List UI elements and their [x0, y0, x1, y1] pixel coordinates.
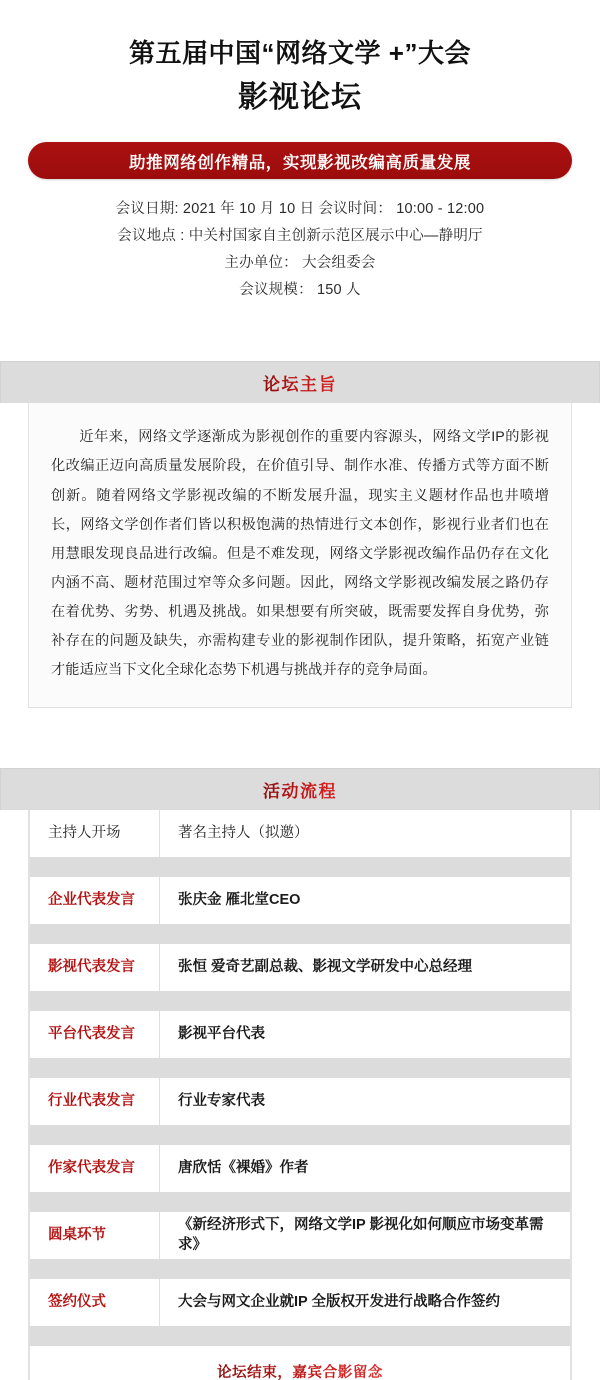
table-row — [30, 877, 570, 924]
agenda-row-label: 主持人开场 — [30, 810, 160, 857]
agenda-row-label: 签约仪式 — [30, 1279, 160, 1326]
forum-purpose-body: 近年来，网络文学逐渐成为影视创作的重要内容源头，网络文学IP的影视化改编正迈向高质量发展阶段，在价值引导、制作水准、传播方式等方面不断创新。随着网络文学影视改编的不断发展升温，现实主义题材作品也井喷增长，网络文学创作者们皆以积极饱满的热情进行文本创作，影视行业者们也在用慧眼发现良品进行改编。但是不难发现，网络文学影视改编作品仍存在文化内涵不高、题材范围过窄等众多问题。因此，网络文学影视改编发展之路仍存在着优势、劣势、机遇及挑战。如果想要有所突破，既需要发挥自身优势，弥补存在的问题及缺失，亦需构建专业的影视制作团队，提升策略，拓宽产业链才能适应当下文化全球化态势下机遇与挑战并存的竞争局面。 — [51, 429, 549, 679]
agenda-section — [0, 768, 600, 1380]
agenda-row-value: 影视平台代表 — [178, 1026, 265, 1043]
table-row — [30, 810, 570, 857]
agenda-table — [29, 810, 571, 1380]
agenda-row-label: 圆桌环节 — [30, 1212, 160, 1259]
agenda-row-divider — [30, 1058, 570, 1078]
table-row — [30, 1145, 570, 1192]
slogan-banner: 助推网络创作精品，实现影视改编高质量发展 — [28, 142, 572, 179]
agenda-row-value: 行业专家代表 — [178, 1093, 265, 1110]
agenda-heading: 活动流程 — [263, 777, 337, 802]
table-row — [30, 1011, 570, 1058]
meeting-scale: 会议规模： 150 人 — [239, 281, 361, 298]
agenda-row-value: 唐欣恬《裸婚》作者 — [178, 1160, 309, 1177]
table-row — [30, 1212, 570, 1259]
page-title-primary: 第五届中国“网络文学 +”大会 — [129, 38, 471, 68]
meeting-location: 会议地点 : 中关村国家自主创新示范区展示中心—静明厅 — [117, 227, 483, 244]
agenda-row-label: 企业代表发言 — [30, 877, 160, 924]
agenda-row-divider — [30, 857, 570, 877]
agenda-row-label: 行业代表发言 — [30, 1078, 160, 1125]
agenda-row-value: 张庆金 雁北堂CEO — [178, 892, 301, 909]
agenda-row-divider — [30, 1125, 570, 1145]
agenda-row-divider — [30, 1259, 570, 1279]
agenda-row-divider — [30, 991, 570, 1011]
banner-wrap — [0, 142, 600, 179]
agenda-row-label: 平台代表发言 — [30, 1011, 160, 1058]
meeting-date-time: 会议日期: 2021 年 10 月 10 日 会议时间： 10:00 - 12:00 — [115, 201, 485, 218]
title-block — [0, 0, 600, 120]
forum-purpose-heading: 论坛主旨 — [263, 370, 337, 395]
forum-purpose-section — [0, 361, 600, 708]
agenda-row-value: 大会与网文企业就IP 全版权开发进行战略合作签约 — [178, 1294, 500, 1311]
agenda-closing-text: 论坛结束，嘉宾合影留念 — [217, 1361, 383, 1380]
agenda-header — [0, 768, 600, 810]
agenda-row-value: 张恒 爱奇艺副总裁、影视文学研发中心总经理 — [178, 959, 473, 976]
table-row — [30, 1279, 570, 1326]
page-title-secondary: 影视论坛 — [238, 81, 362, 115]
agenda-closing-row — [30, 1346, 570, 1380]
agenda-row-value: 著名主持人（拟邀） — [178, 825, 309, 842]
agenda-row-divider — [30, 1326, 570, 1346]
agenda-row-divider — [30, 1192, 570, 1212]
agenda-card — [28, 810, 572, 1380]
agenda-row-value: 《新经济形式下，网络文学IP 影视化如何顺应市场变革需求》 — [178, 1217, 544, 1253]
agenda-row-label: 作家代表发言 — [30, 1145, 160, 1192]
forum-purpose-card — [28, 403, 572, 708]
meeting-info — [0, 196, 600, 303]
table-row — [30, 944, 570, 991]
agenda-row-divider — [30, 924, 570, 944]
forum-purpose-header — [0, 361, 600, 403]
agenda-row-label: 影视代表发言 — [30, 944, 160, 991]
meeting-organizer: 主办单位： 大会组委会 — [224, 254, 376, 271]
table-row — [30, 1078, 570, 1125]
